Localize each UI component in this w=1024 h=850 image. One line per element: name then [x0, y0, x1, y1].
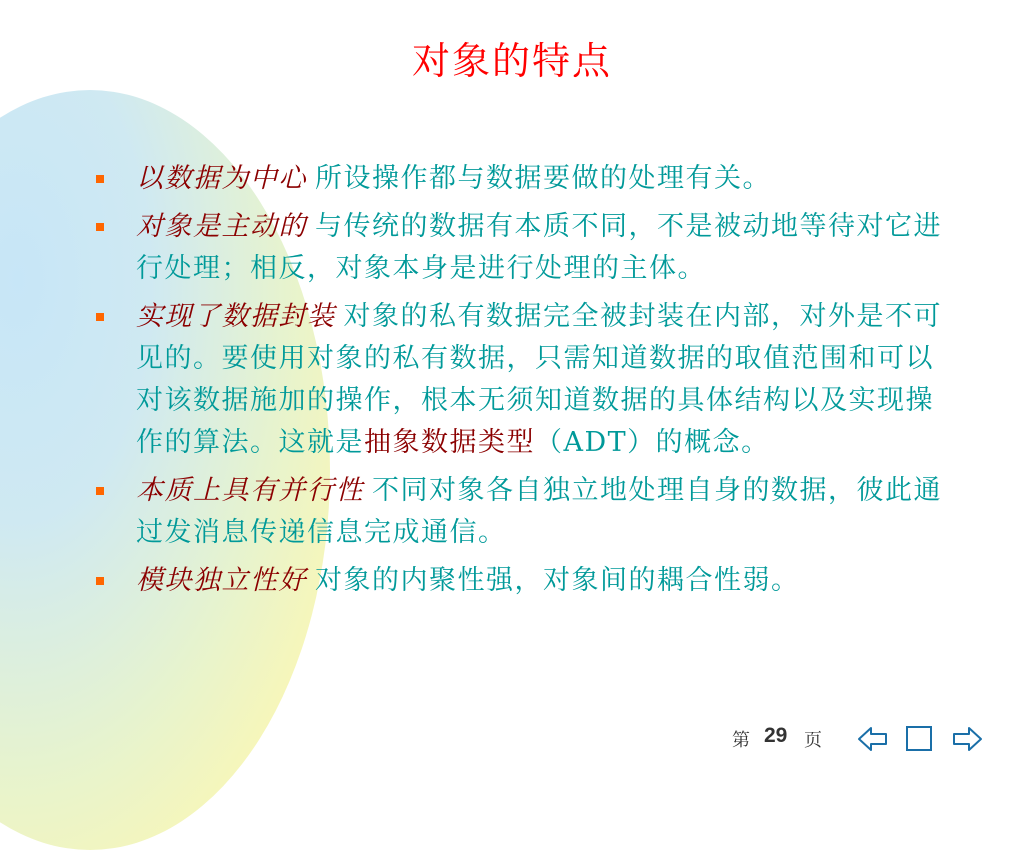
bullet-text: 对象的私有数据完全被封装在内部，对外是不可见的。要使用对象的私有数据，只需知道数据的取值范围和可以对该数据施加的操作，根本无须知道数据的具体结构以及实现操作的算法。这就是 [136, 301, 942, 458]
bullet-text: 与传统的数据有本质不同，不是被动地等待对它进行处理；相反，对象本身是进行处理的主体。 [136, 211, 942, 284]
bullet-text: 所设操作都与数据要做的处理有关。 [315, 163, 771, 194]
bullet-icon [96, 223, 104, 231]
arrow-left-icon[interactable] [856, 724, 890, 754]
page-suffix: 页 [804, 730, 822, 751]
bullet-highlight: 抽象数据类型 [364, 427, 535, 458]
page-prefix: 第 [732, 730, 750, 751]
bullet-text: 对象的内聚性强，对象间的耦合性弱。 [315, 565, 800, 596]
list-item [92, 296, 952, 464]
slide-title: 对象的特点 [411, 39, 612, 83]
bullet-icon [96, 487, 104, 495]
list-item [92, 158, 952, 200]
bullet-list [92, 158, 952, 608]
bullet-text-after: （ADT）的概念。 [535, 427, 770, 458]
bullet-term: 实现了数据封装 [136, 301, 336, 332]
bullet-term: 模块独立性好 [136, 565, 307, 596]
bullet-term: 对象是主动的 [136, 211, 307, 242]
bullet-icon [96, 175, 104, 183]
bullet-icon [96, 313, 104, 321]
home-square-icon[interactable] [902, 724, 936, 754]
list-item [92, 206, 952, 290]
bullet-term: 本质上具有并行性 [136, 475, 364, 506]
list-item [92, 470, 952, 554]
arrow-right-icon[interactable] [950, 724, 984, 754]
slide-footer [724, 724, 1024, 768]
bullet-term: 以数据为中心 [136, 163, 307, 194]
list-item [92, 560, 952, 602]
bullet-text: 不同对象各自独立地处理自身的数据，彼此通过发消息传递信息完成通信。 [136, 475, 942, 548]
page-number: 29 [764, 724, 788, 747]
bullet-icon [96, 577, 104, 585]
